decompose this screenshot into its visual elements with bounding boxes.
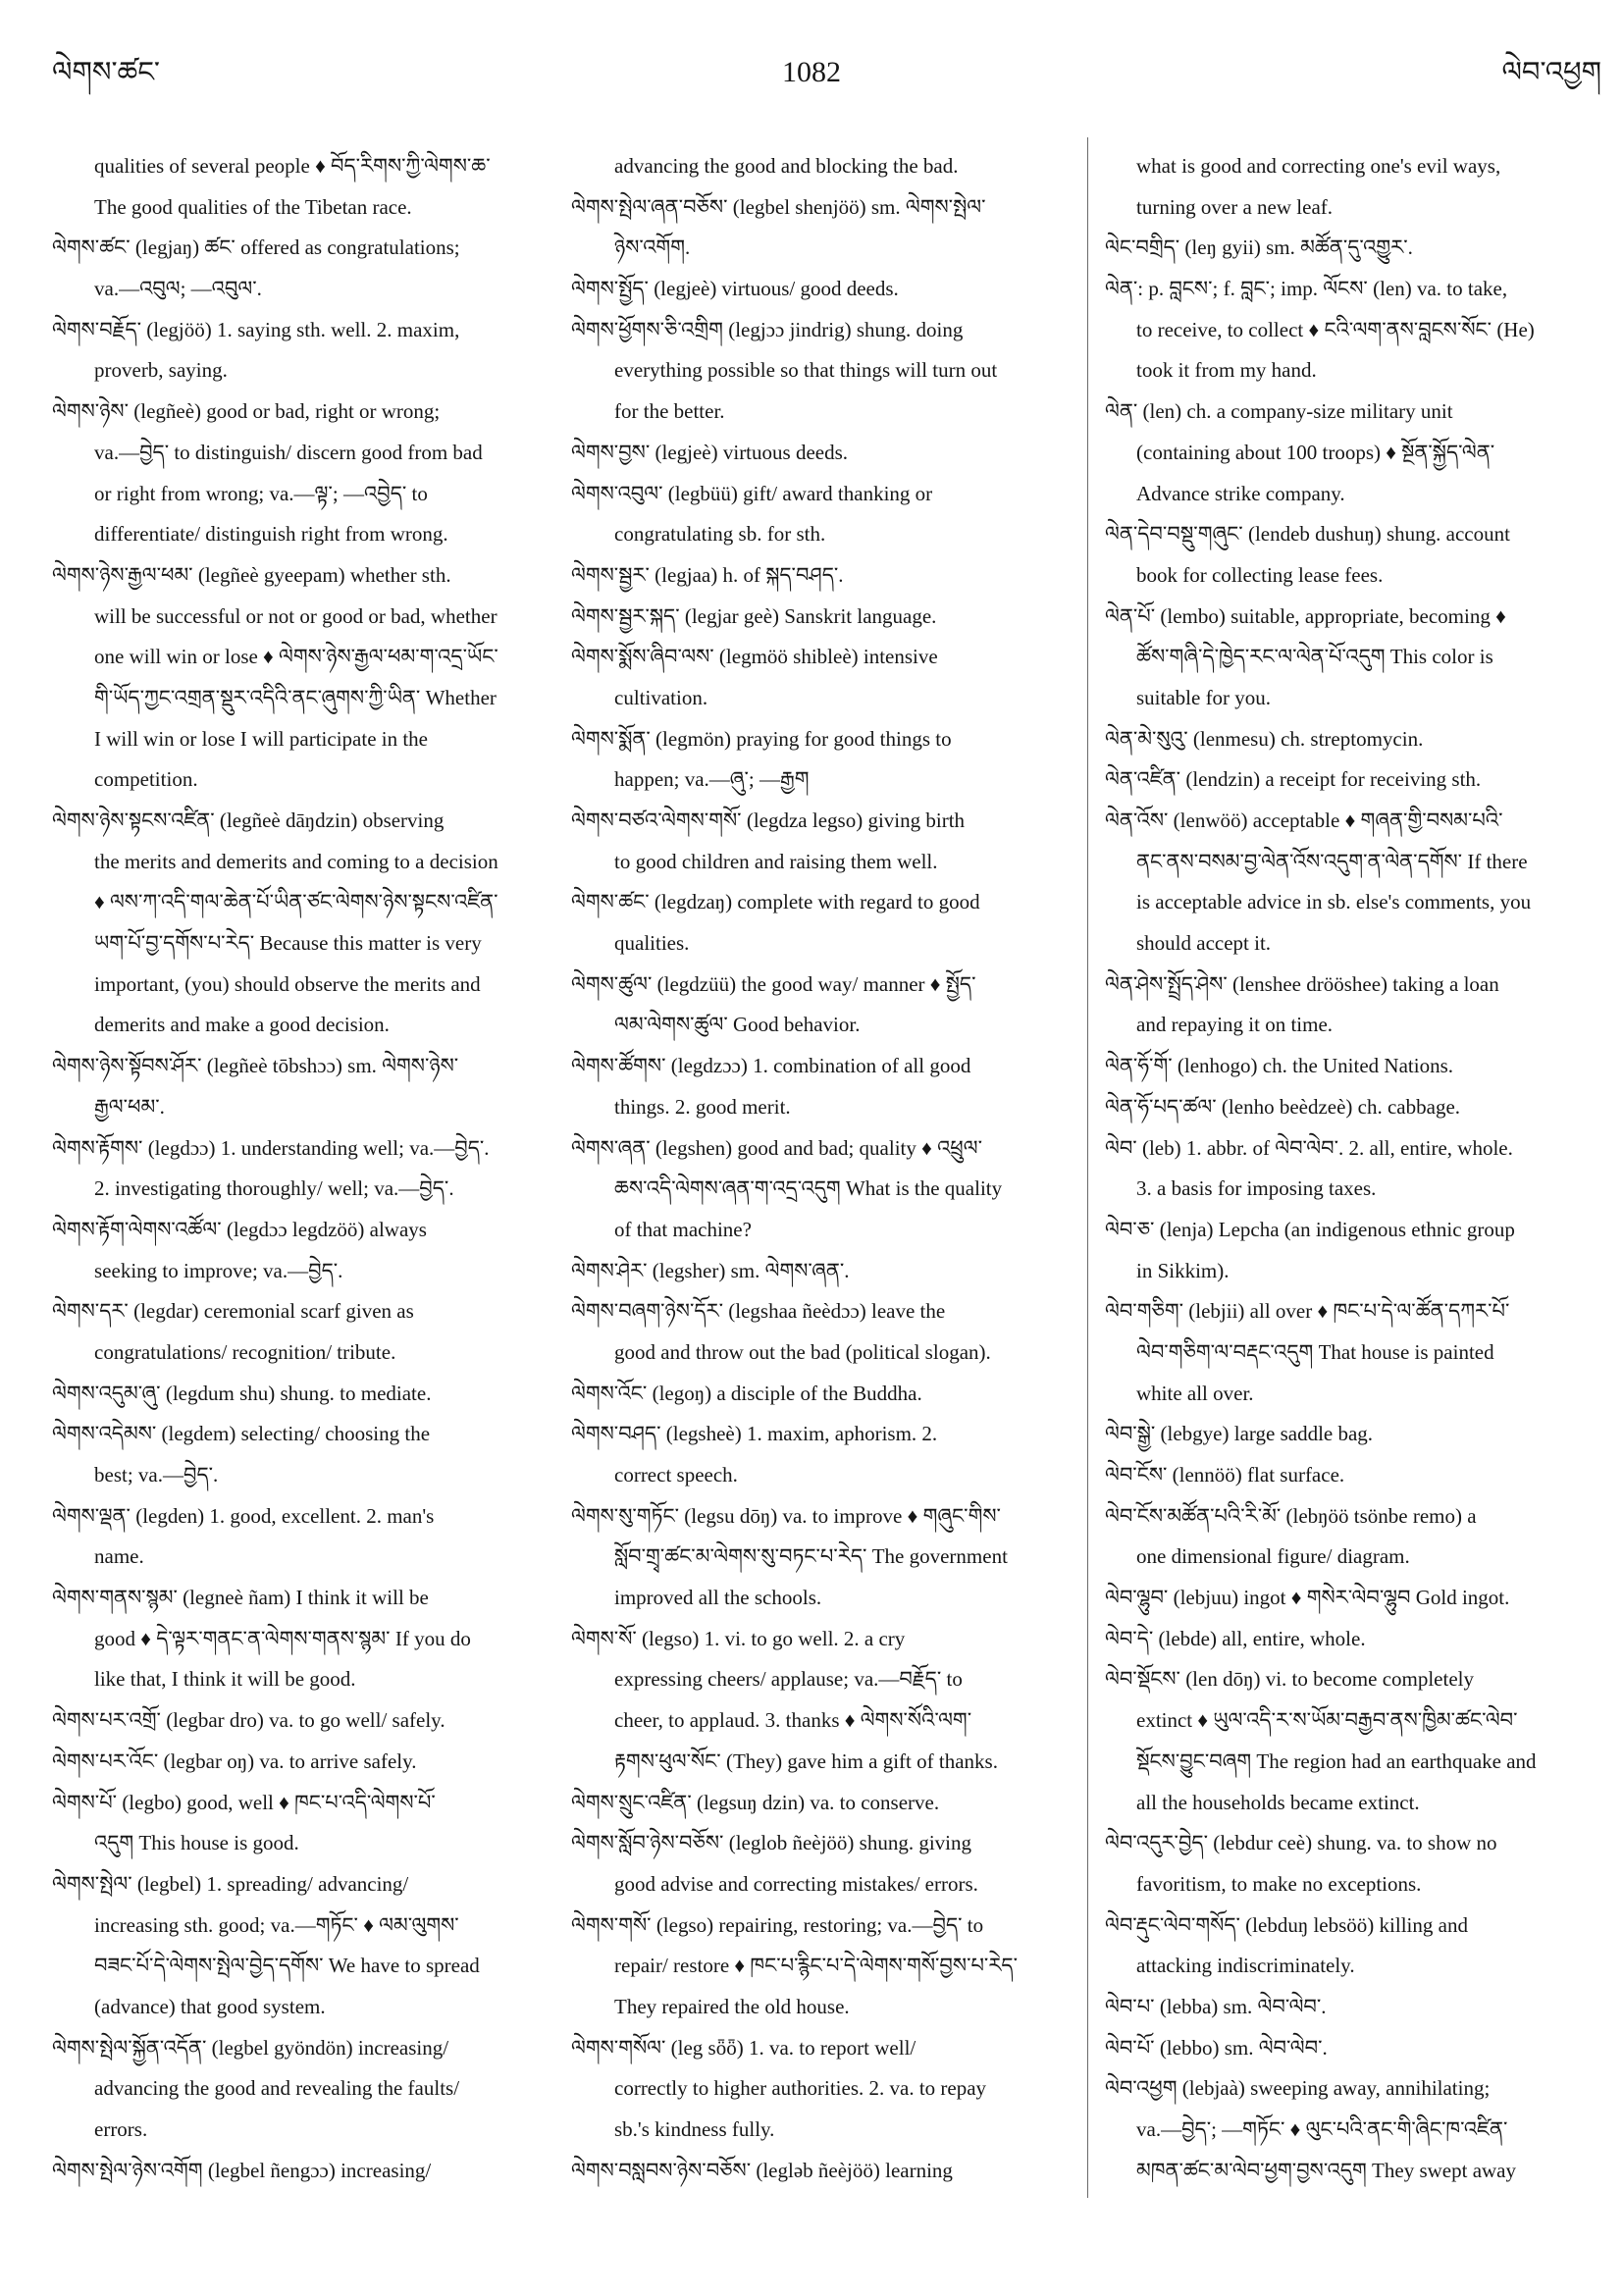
headword-line: ལེན་ (len) ch. a company-size military unit	[1105, 399, 1453, 424]
dictionary-entry	[1105, 1291, 1601, 1414]
headword-line: ལེགས་འབུལ་ (legbüü) gift/ award thanking or	[571, 481, 933, 505]
definition-line: and repaying it on time.	[1136, 1013, 1334, 1037]
continued-entry	[1105, 146, 1601, 228]
definition-line: འདུག This house is good.	[94, 1831, 299, 1855]
definition-line: one will win or lose ♦ ལེགས་ཉེས་རྒྱལ་ཕམ་ག་འདྲ་ཡོང་	[94, 645, 498, 669]
dictionary-entry	[571, 1046, 1062, 1127]
definition-line: advancing the good and blocking the bad.	[614, 154, 959, 178]
dictionary-entry	[571, 965, 1062, 1046]
continued-entry	[52, 146, 546, 228]
definition-line: cultivation.	[614, 685, 708, 709]
definition-line: suitable for you.	[1136, 685, 1272, 709]
definition-line: seeking to improve; va.—བྱེད་.	[94, 1258, 343, 1282]
headword-line: ལེགས་འདུམ་ཞུ་ (legdum shu) shung. to mediate.	[52, 1381, 432, 1405]
definition-line: good and throw out the bad (political slogan).	[614, 1339, 991, 1364]
headword-line: ལེགས་སྤྱོད་ (legjeè) virtuous/ good deeds.	[571, 277, 899, 301]
headword-line: ལེགས་བརྗོད་ (legjöö) 1. saying sth. well. 2. maxim,	[52, 317, 460, 341]
definition-line: good ♦ དེ་ལྟར་གནང་ན་ལེགས་གནས་སྙམ་ If you do	[94, 1626, 471, 1650]
dictionary-entry	[52, 801, 546, 1046]
definition-line: congratulations/ recognition/ tribute.	[94, 1339, 396, 1364]
definition-line: རྒྱལ་ཕམ་.	[94, 1094, 165, 1119]
column-3	[1105, 146, 1601, 2191]
definition-line: ཆས་འདི་ལེགས་ཞན་ག་འདྲ་འདུག What is the quality	[614, 1176, 1003, 1201]
dictionary-entry	[1105, 1210, 1601, 1291]
definition-line: 2. investigating thoroughly/ well; va.—བྱེད་.	[94, 1176, 454, 1201]
dictionary-entry	[571, 269, 1062, 310]
headword-line: ལེགས་པར་འོང་ (legbar oŋ) va. to arrive safely.	[52, 1748, 417, 1773]
headword-line: ལེབ་ངོས་ (lennöö) flat surface.	[1105, 1463, 1345, 1487]
dictionary-entry	[52, 1046, 546, 1127]
definition-line: turning over a new leaf.	[1136, 194, 1334, 219]
definition-line: important, (you) should observe the merits and	[94, 971, 481, 996]
definition-line: best; va.—བྱེད་.	[94, 1463, 219, 1487]
headword-line: ལེགས་རྟོགས་ (legdɔɔ) 1. understanding well; va.—བྱེད་.	[52, 1135, 490, 1160]
headword-line: ལེན་མེ་སུའུ་ (lenmesu) ch. streptomycin.	[1105, 726, 1424, 751]
dictionary-entry	[1105, 1414, 1601, 1455]
dictionary-entry	[571, 1374, 1062, 1415]
dictionary-entry	[571, 1128, 1062, 1251]
headword-line: ལེགས་པར་འགྲོ་ (legbar dro) va. to go well/ safely.	[52, 1708, 445, 1733]
continued-entry	[571, 146, 1062, 187]
dictionary-entry	[1105, 1987, 1601, 2028]
definition-line: repair/ restore ♦ ཁང་པ་རྙིང་པ་དེ་ལེགས་གསོ་བྱས་པ་རེད་	[614, 1954, 1018, 1978]
definition-line: increasing sth. good; va.—གཏོང་ ♦ ལམ་ལུགས་	[94, 1912, 459, 1937]
dictionary-entry	[1105, 1087, 1601, 1128]
dictionary-entry	[1105, 1128, 1601, 1210]
definition-line: will be successful or not or good or bad, whether	[94, 603, 497, 628]
dictionary-entry	[1105, 1455, 1601, 1496]
dictionary-entry	[52, 1291, 546, 1373]
dictionary-entry	[52, 1496, 546, 1578]
dictionary-entry	[52, 1700, 546, 1742]
definition-line: va.—བྱེད་ to distinguish/ discern good from bad	[94, 440, 483, 464]
headword-line: ལེགས་སྤེལ་ཉེས་འགོག (legbel ñengɔɔ) increasing/	[52, 2158, 432, 2182]
dictionary-entry	[571, 187, 1062, 269]
headword-line: ལེན་འཛིན་ (lendzin) a receipt for receiving sth.	[1105, 767, 1482, 792]
headword-line: ལེན་: p. བླངས་; f. བླང་; imp. ལོངས་ (len) va. to take,	[1105, 277, 1508, 301]
definition-line: ལམ་ལེགས་ཚུལ་ Good behavior.	[614, 1013, 861, 1037]
definition-line: should accept it.	[1136, 931, 1272, 956]
dictionary-entry	[52, 1210, 546, 1291]
headword-line: ལེན་དེབ་བསྡུ་གཞུང་ (lendeb dushuŋ) shung. account	[1105, 522, 1510, 547]
dictionary-entry	[571, 637, 1062, 718]
dictionary-entry	[1105, 1496, 1601, 1578]
dictionary-entry	[571, 1414, 1062, 1495]
headword-line: ལེབ་པོ་ (lebbo) sm. ལེབ་ལེབ་.	[1105, 2035, 1328, 2060]
definition-line: ལེབ་གཅིག་ལ་བརྡང་འདུག That house is painted	[1136, 1339, 1494, 1364]
definition-line: white all over.	[1136, 1381, 1254, 1405]
dictionary-entry	[1105, 759, 1601, 801]
definition-line: correct speech.	[614, 1463, 738, 1487]
headword-line: ལེབ་སྒྱེ་ (lebgye) large saddle bag.	[1105, 1422, 1374, 1446]
definition-line: མཁན་ཚང་མ་ལེབ་ཕྱག་བྱས་འདུག They swept away	[1136, 2158, 1516, 2182]
headword-line: ལེགས་རྟོག་ལེགས་འཚོལ་ (legdɔɔ legdzöö) always	[52, 1217, 427, 1241]
headword-line: ལེབ་སྡོངས་ (len dōŋ) vi. to become completely	[1105, 1667, 1474, 1692]
definition-line: of that machine?	[614, 1217, 752, 1241]
dictionary-entry	[571, 310, 1062, 433]
definition-line: qualities of several people ♦ བོད་རིགས་ཀྱི་ལེགས་ཆ་	[94, 154, 491, 178]
headword-line: ལེབ་འཕྱག (lebjaà) sweeping away, annihilating;	[1105, 2076, 1491, 2101]
definition-line: congratulating sb. for sth.	[614, 522, 826, 547]
headword-line: ལེགས་འདེམས་ (legdem) selecting/ choosing the	[52, 1422, 431, 1446]
dictionary-entry	[1105, 965, 1601, 1046]
headword-line: ལེགས་ཉེས་སྟངས་འཛིན་ (legñeè dāŋdzin) observing	[52, 809, 445, 832]
headword-line: ལེགས་ལྡན་ (legden) 1. good, excellent. 2. man's	[52, 1503, 435, 1528]
dictionary-entry	[52, 1742, 546, 1783]
definition-line: advancing the good and revealing the faults/	[94, 2076, 460, 2101]
dictionary-entry	[1105, 1046, 1601, 1087]
definition-line: attacking indiscriminately.	[1136, 1954, 1355, 1978]
headword-line: ལེན་འོས་ (lenwöö) acceptable ♦ གཞན་གྱི་བསམ་པའི་	[1105, 809, 1503, 832]
headword-line: ལེབ་ལྷུབ་ (lebjuu) ingot ♦ གསེར་ལེབ་ལྷུབ Gold ingot.	[1105, 1586, 1510, 1610]
headword-line: ལེགས་པོ་ (legbo) good, well ♦ ཁང་པ་འདི་ལེགས་པོ་	[52, 1790, 436, 1814]
headword-line: ལེགས་སྤེལ་ (legbel) 1. spreading/ advancing/	[52, 1871, 409, 1896]
definition-line: qualities.	[614, 931, 690, 956]
headword-line: ལེགས་སློབ་ཉེས་བཅོས་ (leglob ñeèjöö) shung. giving	[571, 1831, 972, 1855]
definition-line: one dimensional figure/ diagram.	[1136, 1544, 1410, 1569]
definition-line: བཟང་པོ་དེ་ལེགས་སྤེལ་བྱེད་དགོས་ We have to spread	[94, 1954, 480, 1978]
dictionary-entry	[1105, 1905, 1601, 1987]
definition-line: correctly to higher authorities. 2. va. to repay	[614, 2076, 987, 2101]
headword-line: ལེགས་སུ་གཏོང་ (legsu dōŋ) va. to improve ♦ གཞུང་གིས་	[571, 1503, 1001, 1528]
dictionary-entry	[1105, 2068, 1601, 2191]
headword-line: ལེབ་འདུར་བྱེད་ (lebdur ceè) shung. va. to show no	[1105, 1831, 1497, 1855]
headword-line: ལེབ་ (leb) 1. abbr. of ལེབ་ལེབ་. 2. all, entire, whole.	[1105, 1135, 1513, 1160]
headword-line: ལེགས་སོ་ (legso) 1. vi. to go well. 2. a cry	[571, 1626, 906, 1650]
definition-line: གི་ཡོད་ཀྱང་འགྲན་སྡུར་འདིའི་ནང་ཞུགས་ཀྱི་ཡིན་ Whether	[94, 685, 497, 709]
definition-line: The good qualities of the Tibetan race.	[94, 194, 412, 219]
dictionary-entry	[52, 1578, 546, 1700]
dictionary-entry	[571, 433, 1062, 474]
dictionary-entry	[1105, 228, 1601, 269]
column-1	[52, 146, 546, 2191]
dictionary-entry	[571, 719, 1062, 801]
headword-line: ལེགས་སྤེལ་སྐྱོན་འདོན་ (legbel gyöndön) increasing/	[52, 2035, 449, 2060]
dictionary-entry	[571, 597, 1062, 638]
headword-line: ལེན་པོ་ (lembo) suitable, appropriate, becoming ♦	[1105, 603, 1506, 628]
dictionary-entry	[1105, 801, 1601, 965]
headword-line: ལེགས་བྱས་ (legjeè) virtuous deeds.	[571, 440, 849, 464]
dictionary-entry	[52, 1783, 546, 1864]
headword-line: ལེགས་དར་ (legdar) ceremonial scarf given as	[52, 1299, 414, 1324]
headword-line: ལེགས་ཞན་ (legshen) good and bad; quality ♦ འཕྲུལ་	[571, 1135, 983, 1160]
dictionary-entry	[52, 391, 546, 555]
dictionary-entry	[52, 2151, 546, 2192]
dictionary-entry	[1105, 2028, 1601, 2069]
definition-line: everything possible so that things will turn out	[614, 358, 998, 383]
definition-line: name.	[94, 1544, 144, 1569]
definition-line: extinct ♦ ཡུལ་འདི་ར་ས་ཡོམ་བརྒྱབ་ནས་ཁྱིམ་ཚང་ལེབ་	[1136, 1708, 1518, 1733]
dictionary-entry	[52, 1864, 546, 2028]
definition-line: good advise and correcting mistakes/ errors.	[614, 1871, 978, 1896]
headword-line: ལེབ་པ་ (lebba) sm. ལེབ་ལེབ་.	[1105, 1994, 1327, 2018]
dictionary-entry	[52, 310, 546, 391]
definition-line: ཉེས་འགོག.	[614, 235, 691, 260]
headword-line: ལེགས་ཚང་ (legdzaŋ) complete with regard to good	[571, 890, 980, 914]
dictionary-entry	[571, 1783, 1062, 1824]
headword-line: ལེགས་གསོལ་ (leg sȫȫ) 1. va. to report well/	[571, 2035, 916, 2060]
headword-line: ལེན་ཤེས་སྤྲོད་ཤེས་ (lenshee drööshee) taking a loan	[1105, 971, 1499, 996]
definition-line: competition.	[94, 767, 198, 792]
dictionary-entry	[1105, 597, 1601, 719]
headword-line: ལེབ་ངོས་མཚོན་པའི་རི་མོ་ (lebŋöö tsönbe remo) a	[1105, 1503, 1477, 1528]
dictionary-entry	[1105, 1823, 1601, 1905]
headword-line: ལེགས་གསོ་ (legso) repairing, restoring; va.—བྱེད་ to	[571, 1912, 984, 1937]
headword-line: ལེགས་ཉེས་རྒྱལ་ཕམ་ (legñeè gyeepam) whether sth.	[52, 562, 451, 587]
definition-line: va.—འབུལ; —འབུལ་.	[94, 277, 262, 301]
definition-line: to good children and raising them well.	[614, 849, 938, 873]
dictionary-entry	[1105, 391, 1601, 514]
headword-line: ལེགས་བཤད་ (legsheè) 1. maxim, aphorism. 2.	[571, 1422, 938, 1446]
definition-line: took it from my hand.	[1136, 358, 1317, 383]
definition-line: is acceptable advice in sb. else's comments, you	[1136, 890, 1532, 914]
headword-line: ལེང་བགྲིད་ (leŋ gyii) sm. མཚོན་དུ་འགྱུར་.	[1105, 235, 1413, 260]
dictionary-entry	[571, 1291, 1062, 1373]
definition-line: all the households became extinct.	[1136, 1790, 1420, 1814]
dictionary-entry	[1105, 269, 1601, 391]
headword-line: ལེགས་སྨོས་ཞིབ་ལས་ (legmöö shibleè) intensive	[571, 645, 938, 669]
definition-line: I will win or lose I will participate in the	[94, 726, 428, 751]
dictionary-entry	[571, 555, 1062, 597]
headword-line: ལེགས་ཉེས་ (legñeè) good or bad, right or wrong;	[52, 399, 441, 424]
dictionary-entry	[1105, 719, 1601, 760]
page-number: 1082	[782, 56, 841, 88]
headword-line: ལེགས་གནས་སྙམ་ (legneè ñam) I think it will be	[52, 1586, 429, 1610]
definition-line: (advance) that good system.	[94, 1994, 326, 2018]
headword-line: ལེགས་སྨོན་ (legmön) praying for good things to	[571, 726, 952, 751]
headword-line: ལེན་ཧོ་གོ་ (lenhogo) ch. the United Nations.	[1105, 1054, 1453, 1078]
definition-line: book for collecting lease fees.	[1136, 562, 1384, 587]
definition-line: (containing about 100 troops) ♦ སྔོན་སྐྱོད་ལེན་	[1136, 440, 1495, 464]
dictionary-entry	[571, 882, 1062, 964]
column-2	[571, 146, 1062, 2191]
dictionary-entry	[1105, 1619, 1601, 1660]
definition-line: ♦ ལས་ཀ་འདི་གལ་ཆེན་པོ་ཡིན་ཙང་ལེགས་ཉེས་སྟངས་འཛིན་	[94, 890, 498, 914]
definition-line: sb.'s kindness fully.	[614, 2117, 775, 2141]
definition-line: the merits and demerits and coming to a decision	[94, 849, 498, 873]
headword-line: ལེགས་ཚང་ (legjaŋ) ཚང་ offered as congratulations;	[52, 235, 460, 260]
definition-line: happen; va.—ཞུ་; —རྒྱག	[614, 767, 810, 792]
definition-line: in Sikkim).	[1136, 1258, 1230, 1282]
headword-line: ལེབ་ཅ་ (lenja) Lepcha (an indigenous ethnic group	[1105, 1217, 1515, 1241]
headword-line: ལེགས་སྲུང་འཛིན་ (legsuŋ dzin) va. to conserve.	[571, 1790, 940, 1814]
dictionary-entry	[571, 1619, 1062, 1783]
definition-line: སྡོངས་བྱུང་བཞག The region had an earthquake and	[1136, 1748, 1537, 1773]
definition-line: 3. a basis for imposing taxes.	[1136, 1176, 1377, 1201]
definition-line: things. 2. good merit.	[614, 1094, 791, 1119]
definition-line: improved all the schools.	[614, 1586, 822, 1610]
definition-line: ནང་ནས་བསམ་བྱ་ལེན་འོས་འདུག་ན་ལེན་དགོས་ If there	[1136, 849, 1528, 873]
headword-line: ལེགས་སྦྱར་སྐད་ (legjar geè) Sanskrit language.	[571, 603, 937, 628]
dictionary-entry	[52, 1128, 546, 1210]
headword-line: ལེན་ཧོ་པད་ཚལ་ (lenho beèdzeè) ch. cabbage.	[1105, 1094, 1461, 1119]
headword-line: ལེགས་ཉེས་སྟོབས་ཤོར་ (legñeè tōbshɔɔ) sm. ལེགས་ཉེས་	[52, 1054, 459, 1078]
headword-line: ལེགས་བཞག་ཉེས་དོར་ (legshaa ñeèdɔɔ) leave the	[571, 1299, 946, 1324]
headword-line: ལེབ་རྡུང་ལེབ་གསོད་ (lebduŋ lebsöö) killing and	[1105, 1912, 1468, 1937]
headword-line: ལེགས་ཚོགས་ (legdzɔɔ) 1. combination of all good	[571, 1054, 971, 1078]
definition-line: errors.	[94, 2117, 148, 2141]
dictionary-entry	[571, 1251, 1062, 1292]
headword-line: ལེགས་འོང་ (legoŋ) a disciple of the Buddha.	[571, 1381, 922, 1405]
definition-line: proverb, saying.	[94, 358, 228, 383]
left-guide-word: ལེགས་ཚང་	[52, 57, 161, 88]
headword-line: ལེབ་གཅིག་ (lebjii) all over ♦ ཁང་པ་དེ་ལ་ཚོན་དཀར་པོ་	[1105, 1299, 1510, 1324]
definition-line: like that, I think it will be good.	[94, 1667, 356, 1692]
headword-line: ལེགས་ཕྱོགས་ཅི་འགྲིག (legjɔɔ jindrig) shung. doing	[571, 317, 964, 341]
dictionary-entry	[1105, 1659, 1601, 1823]
dictionary-entry	[52, 228, 546, 309]
dictionary-entry	[52, 1374, 546, 1415]
dictionary-entry	[1105, 514, 1601, 596]
definition-line: རྟགས་ཕུལ་སོང་ (They) gave him a gift of thanks.	[614, 1748, 998, 1773]
dictionary-entry	[571, 2028, 1062, 2151]
definition-line: va.—བྱེད་; —གཏོང་ ♦ ལུང་པའི་ནང་གི་ཞིང་ཁ་འཛིན་	[1136, 2117, 1508, 2141]
headword-line: ལེགས་བསླབས་ཉེས་བཅོས་ (legləb ñeèjöö) learning	[571, 2158, 953, 2182]
definition-line: what is good and correcting one's evil ways,	[1136, 154, 1501, 178]
dictionary-entry	[571, 474, 1062, 555]
definition-line: cheer, to applaud. 3. thanks ♦ ལེགས་སོའི་ལག་	[614, 1708, 972, 1733]
definition-line: སློབ་གྲྭ་ཚང་མ་ལེགས་སུ་བཏང་པ་རེད་ The government	[614, 1544, 1008, 1569]
definition-line: demerits and make a good decision.	[94, 1013, 390, 1037]
definition-line: or right from wrong; va.—ལྟ་; —འབྱེད་ to	[94, 481, 428, 505]
headword-line: ལེགས་ཚུལ་ (legdzüü) the good way/ manner ♦ སྤྱོད་	[571, 971, 976, 996]
dictionary-entry	[571, 801, 1062, 882]
dictionary-entry	[571, 1905, 1062, 2028]
dictionary-entry	[1105, 1578, 1601, 1619]
definition-line: They repaired the old house.	[614, 1994, 850, 2018]
right-guide-word: ལེབ་འཕྱག	[1501, 57, 1601, 88]
dictionary-entry	[571, 2151, 1062, 2192]
headword-line: ལེབ་དེ་ (lebde) all, entire, whole.	[1105, 1626, 1366, 1650]
definition-line: for the better.	[614, 399, 725, 424]
definition-line: favoritism, to make no exceptions.	[1136, 1871, 1422, 1896]
headword-line: ལེགས་བཙའ་ལེགས་གསོ་ (legdza legso) giving birth	[571, 809, 966, 832]
definition-line: Advance strike company.	[1136, 481, 1345, 505]
definition-line: ཚོས་གཞི་དེ་ཁྱེད་རང་ལ་ལེན་པོ་འདུག This color is	[1136, 645, 1493, 669]
headword-line: ལེགས་སྦྱར་ (legjaa) h. of སྐད་བཤད་.	[571, 562, 844, 587]
column-divider	[1087, 137, 1088, 2198]
dictionary-entry	[571, 1496, 1062, 1619]
definition-line: ཡག་པོ་བྱ་དགོས་པ་རེད་ Because this matter is very	[94, 931, 482, 956]
headword-line: ལེགས་སྤེལ་ཞན་བཅོས་ (legbel shenjöö) sm. ལེགས་སྤེལ་	[571, 194, 986, 219]
definition-line: to receive, to collect ♦ ངའི་ལག་ནས་བླངས་སོང་ (He)	[1136, 317, 1535, 341]
dictionary-entry	[571, 1823, 1062, 1905]
definition-line: expressing cheers/ applause; va.—བརྗོད་ to	[614, 1667, 963, 1692]
dictionary-entry	[52, 555, 546, 801]
headword-line: ལེགས་ཤེར་ (legsher) sm. ལེགས་ཞན་.	[571, 1258, 850, 1282]
definition-line: differentiate/ distinguish right from wrong.	[94, 522, 448, 547]
dictionary-entry	[52, 2028, 546, 2151]
dictionary-entry	[52, 1414, 546, 1495]
